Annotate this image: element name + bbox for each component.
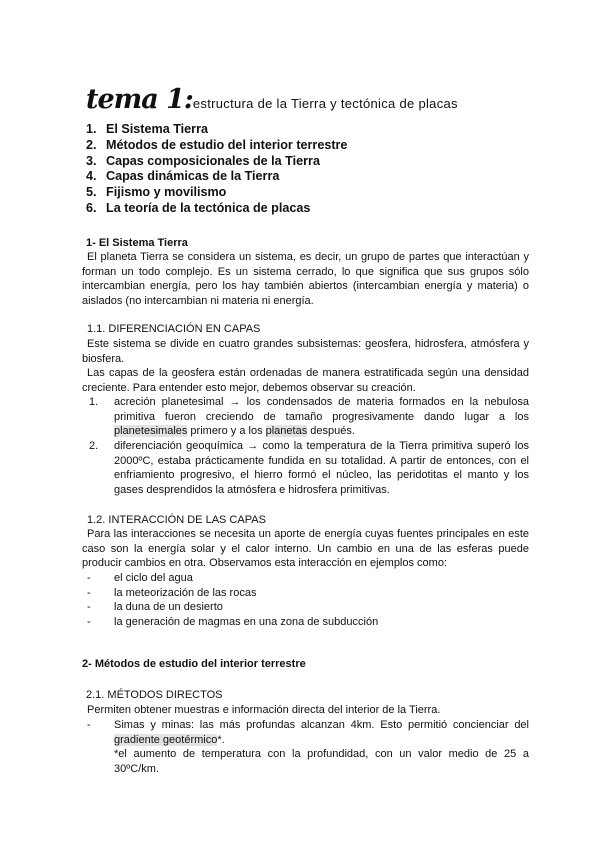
list-item: 2. diferenciación geoquímica → como la temperatura de la Tierra primitiva superó los 2000ºC, estaba prácticamente fundida en su totalidad. A partir de entonces, con el enfriamiento progresivo, el hierro formó el núcleo, las peridotitas el manto y los gases desprendidos la atmósfera e hidrosfera primitivas.	[89, 440, 529, 496]
title-subtitle: estructura de la Tierra y tectónica de placas	[192, 96, 458, 111]
section-1-heading: 1- El Sistema Tierra	[86, 237, 188, 249]
highlight-planetesimales: planetesimales	[114, 425, 188, 437]
document-title	[86, 84, 458, 115]
section-1-1-paragraph-1: Este sistema se divide en cuatro grandes subsistemas: geosfera, hidrosfera, atmósfera y biosfera.	[82, 338, 529, 365]
toc-item: 2. Métodos de estudio del interior terrestre	[86, 137, 348, 152]
title-main: tema 1:	[86, 84, 193, 115]
highlight-planetas: planetas	[265, 425, 308, 437]
toc-item: 1. El Sistema Tierra	[86, 122, 208, 136]
section-1-2-paragraph: Para las interacciones se necesita un aporte de energía cuyas fuentes principales en este caso son la energía solar y el calor interno. Un cambio en una de las esferas puede producir cambios en otra. Observamos esta interacción en ejemplos como:	[82, 528, 529, 569]
toc-item: 4. Capas dinámicas de la Tierra	[86, 169, 280, 184]
section-1-2-heading: 1.2. INTERACCIÓN DE LAS CAPAS	[87, 514, 266, 526]
section-2-1-heading: 2.1. MÉTODOS DIRECTOS	[86, 689, 223, 701]
toc-item: 3. Capas composicionales de la Tierra	[86, 153, 320, 168]
section-1-1-heading: 1.1. DIFERENCIACIÓN EN CAPAS	[87, 323, 261, 335]
highlight-gradiente-geotermico: gradiente geotérmico	[114, 733, 218, 746]
section-2-heading: 2- Métodos de estudio del interior terrestre	[82, 658, 306, 670]
document-page: tema 1:estructura de la Tierra y tectónica de placas 1. El Sistema Tierra 2. Métodos de estudio del interior terrestre 3. Capas composicionales de la Tierra 4. Capas dinámicas de la Tierra 5. Fijismo y movilismo 6. La teoría de la tectónica de placas 1- El Sistema Tierra El planeta Tierra se considera un sistema, es decir, un grupo de partes que interactúan y forman un todo complejo. Es un sistema cerrado, lo que significa que sus grupos sólo intercambian energía, pero los hay también abiertos (intercambian energía y materia) o aislados (no intercambian ni materia ni energía. 1.1. DIFERENCIACIÓN EN CAPAS Este sistema se divide en cuatro grandes subsistemas: geosfera, hidrosfera, atmósfera y biosfera. Las capas de la geosfera están ordenadas de manera estratificada según una densidad creciente. Para entender esto mejor, debemos observar su creación. 1. acreción planetesimal → los condensados de materia formados en la nebulosa primitiva fueron creciendo de tamaño progresivamente dando lugar a los planetesimales primero y a los planetas después. 2. diferenciación geoquímica → como la temperatura de la Tierra primitiva superó los 2000ºC, estaba prácticamente fundida en su totalidad. A partir de entonces, con el enfriamiento progresivo, el hierro formó el núcleo, las peridotitas el manto y los gases desprendidos la atmósfera e hidrosfera primitivas. 1.2. INTERACCIÓN DE LAS CAPAS Para las interacciones se necesita un aporte de energía cuyas fuentes principales en este caso son la energía solar y el calor interno. Un cambio en una de las esferas puede producir cambios en otra. Observamos esta interacción en ejemplos como: - el ciclo del agua - la meteorización de las rocas - la duna de un desierto - la generación de magmas en una zona de subducción 2- Métodos de estudio del interior terrestre 2.1. MÉTODOS DIRECTOS Permiten obtener muestras e información directa del interior de la Tierra. - Simas y minas: las más profundas alcanzan 4km. Esto permitió concienciar del gradiente geotérmico*. *el aumento de temperatura con la profundidad, con un valor medio de 25 a 30ºC/km.	[0, 0, 600, 848]
section-1-paragraph: El planeta Tierra se considera un sistema, es decir, un grupo de partes que interactúan y forman un todo complejo. Es un sistema cerrado, lo que significa que sus grupos sólo intercambian energía, pero los hay también abiertos (intercambian energía y materia) o aislados (no intercambian ni materia ni energía.	[82, 251, 529, 307]
toc-item: 6. La teoría de la tectónica de placas	[86, 200, 311, 215]
table-of-contents	[86, 122, 347, 217]
footnote: *el aumento de temperatura con la profundidad, con un valor medio de 25 a 30ºC/km.	[114, 748, 529, 775]
section-2-1-paragraph: Permiten obtener muestras e información directa del interior de la Tierra.	[87, 704, 441, 716]
list-item: - Simas y minas: las más profundas alcanzan 4km. Esto permitió concienciar del gradiente geotérmico*. *el aumento de temperatura con la profundidad, con un valor medio de 25 a 30ºC/km.	[87, 719, 529, 775]
toc-item: 5. Fijismo y movilismo	[86, 185, 227, 200]
list-item: 1. acreción planetesimal → los condensados de materia formados en la nebulosa primitiva fueron creciendo de tamaño progresivamente dando lugar a los planetesimales primero y a los planetas después.	[89, 396, 529, 437]
section-1-1-paragraph-2: Las capas de la geosfera están ordenadas de manera estratificada según una densidad creciente. Para entender esto mejor, debemos observar su creación.	[82, 367, 529, 394]
